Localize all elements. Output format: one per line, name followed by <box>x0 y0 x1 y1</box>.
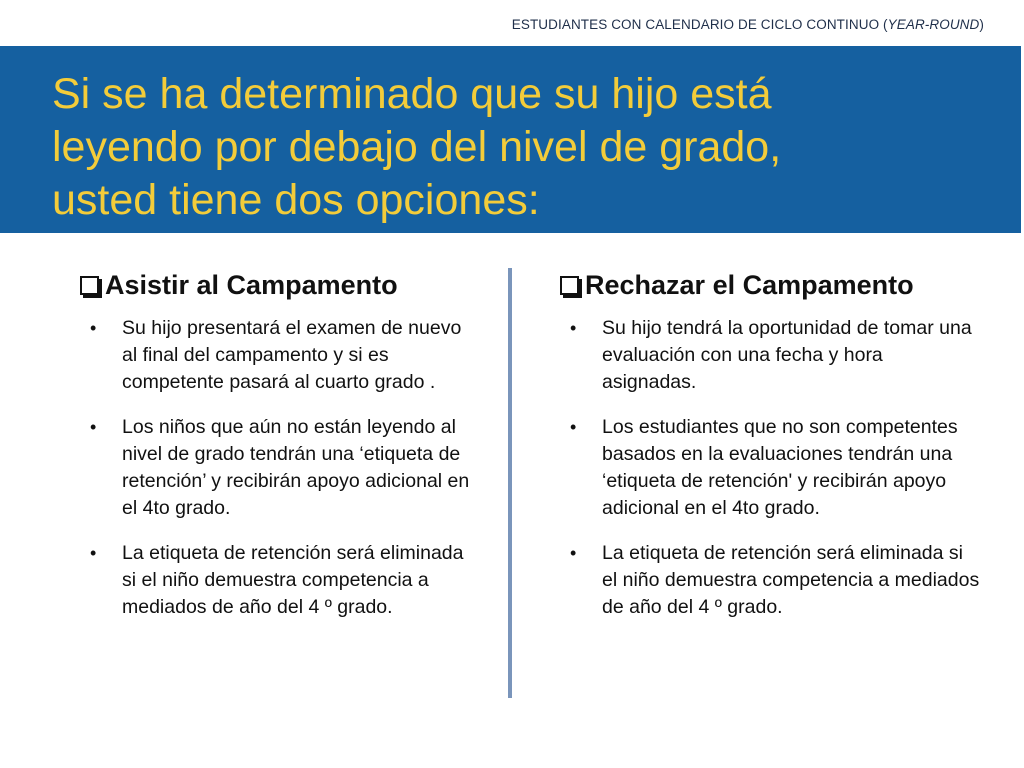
column-divider <box>508 268 512 698</box>
checkbox-icon <box>80 276 99 295</box>
checkbox-icon <box>560 276 579 295</box>
list-item: • La etiqueta de retención será eliminada si el niño demuestra competencia a mediados de año del 4 º grado. <box>90 542 464 618</box>
title-line: usted tiene dos opciones: <box>52 176 540 224</box>
bullet-icon: • <box>90 543 97 563</box>
title-line: leyendo por debajo del nivel de grado, <box>52 123 782 171</box>
bullet-icon: • <box>90 318 97 338</box>
option-heading: Asistir al Campamento <box>80 270 480 301</box>
page-title <box>52 68 992 227</box>
list-item: • Los estudiantes que no son competentes basados en la evaluaciones tendrán una ‘etiqueta de retención' y recibirán apoyo adicional en el 4to grado. <box>570 416 958 519</box>
bullet-list <box>80 315 480 621</box>
list-item: • La etiqueta de retención será eliminada si el niño demuestra competencia a mediados de año del 4 º grado. <box>570 542 980 618</box>
option-decline-camp <box>560 270 980 639</box>
bullet-icon: • <box>570 318 577 338</box>
list-item: • Los niños que aún no están leyendo al nivel de grado tendrán una ‘etiqueta de retención’ y recibirán apoyo adicional en el 4to grado. <box>90 416 470 519</box>
bullet-list <box>560 315 980 621</box>
option-attend-camp <box>80 270 480 639</box>
option-heading: Rechazar el Campamento <box>560 270 980 301</box>
list-item: • Su hijo presentará el examen de nuevo al final del campamento y si es competente pasará al cuarto grado . <box>90 317 462 393</box>
section-label: ESTUDIANTES CON CALENDARIO DE CICLO CONTINUO (YEAR-ROUND) <box>511 17 984 32</box>
bullet-icon: • <box>90 417 97 437</box>
bullet-icon: • <box>570 417 577 437</box>
title-line: Si se ha determinado que su hijo está <box>52 70 772 118</box>
list-item: • Su hijo tendrá la oportunidad de tomar una evaluación con una fecha y hora asignadas. <box>570 317 972 393</box>
bullet-icon: • <box>570 543 577 563</box>
